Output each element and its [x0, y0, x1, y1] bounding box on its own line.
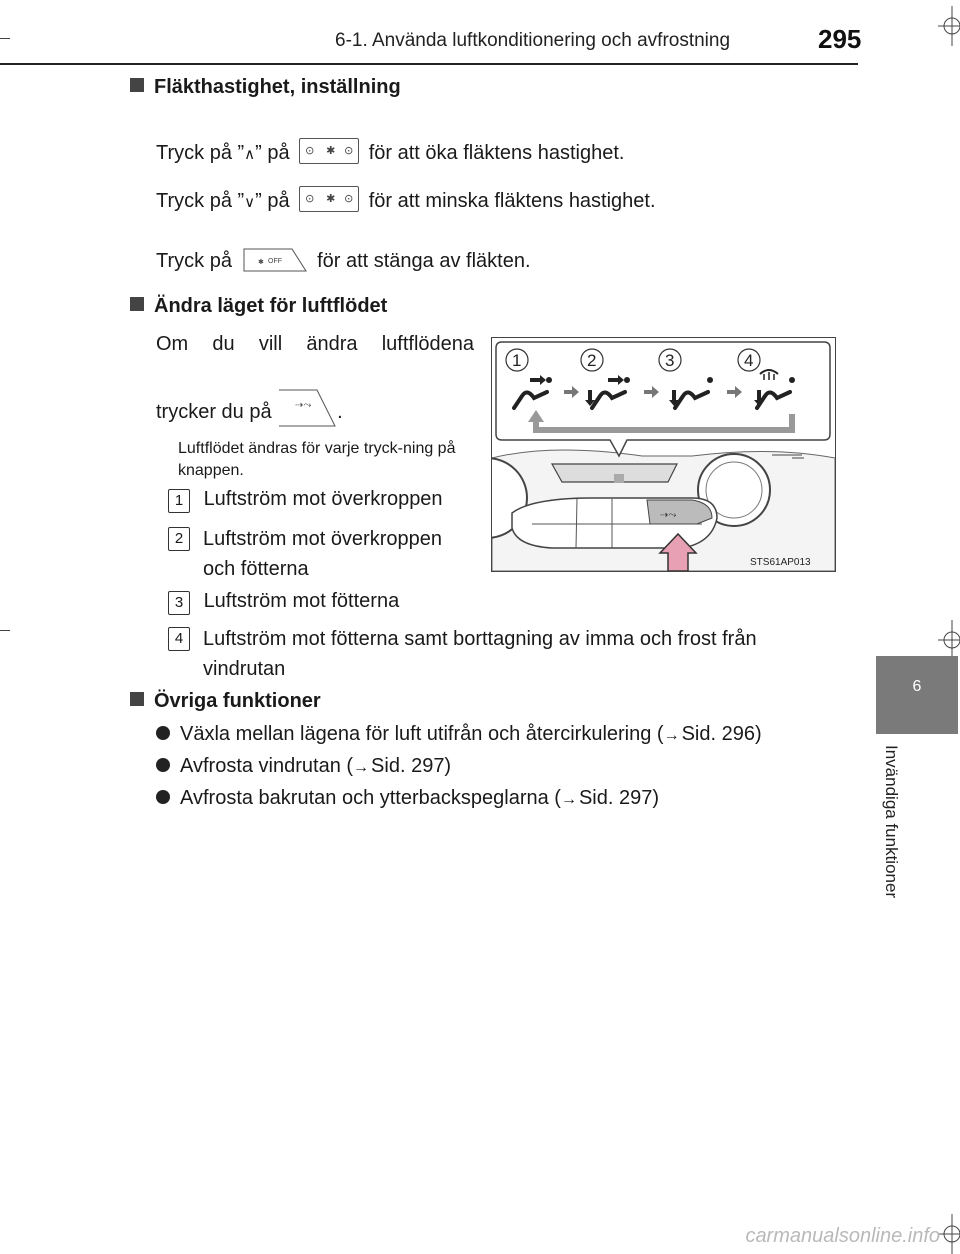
svg-text:STS61AP013: STS61AP013 [750, 557, 811, 568]
bullet-icon [156, 726, 170, 740]
svg-text:⇢⤳: ⇢⤳ [295, 400, 312, 411]
svg-text:2: 2 [587, 351, 597, 370]
airflow-intro-line2: trycker du på ⇢⤳ . [156, 386, 343, 430]
chapter-tab [876, 656, 958, 734]
page-ref-arrow-icon: → [560, 791, 577, 808]
airflow-note: Luftflödet ändras för varje tryck-ning på knappen. [178, 440, 456, 479]
page-ref[interactable]: Sid. 296) [681, 723, 762, 745]
watermark: carmanualsonline.info [745, 1225, 940, 1247]
header-rule [0, 63, 858, 65]
airflow-intro-line1: Om du vill ändra luftflödena [156, 333, 474, 355]
other-heading: Övriga funktioner [130, 690, 321, 713]
airflow-item-2: 2 Luftström mot överkroppen och fötterna [168, 524, 478, 554]
fan-button-icon: ⊙ ✱ ⊙ [299, 138, 359, 164]
page-number: 295 [818, 24, 862, 54]
airflow-mode-button-icon [277, 386, 337, 430]
svg-text:4: 4 [744, 351, 754, 370]
svg-text:OFF: OFF [267, 258, 282, 265]
climate-panel-illustration [492, 338, 835, 571]
other-bullet-1: Växla mellan lägena för luft utifrån och återcirkulering (→ Sid. 296) [156, 723, 762, 746]
svg-text:✱: ✱ [257, 259, 264, 266]
section-square-icon [130, 692, 144, 706]
page-ref[interactable]: Sid. 297) [578, 787, 660, 809]
fan-button-icon: ⊙ ✱ ⊙ [299, 186, 359, 212]
fan-decrease-line: Tryck på ”∨” på ⊙ ✱ ⊙ för att minska fläktens hastighet. [156, 186, 656, 213]
bullet-icon [156, 758, 170, 772]
chapter-number: 6 [912, 678, 922, 695]
other-bullet-2: Avfrosta vindrutan (→ Sid. 297) [156, 755, 451, 778]
chapter-title: Invändiga funktioner [882, 745, 901, 899]
bullet-icon [156, 790, 170, 804]
crop-mark [0, 38, 10, 39]
section-title: 6-1. Använda luftkonditionering och avfrostning [335, 30, 731, 51]
up-symbol: ∧ [244, 146, 256, 163]
airflow-item-3: 3 Luftström mot fötterna [168, 590, 399, 615]
airflow-figure [491, 337, 836, 572]
fan-off-button-icon [242, 247, 308, 273]
section-square-icon [130, 297, 144, 311]
other-bullet-3: Avfrosta bakrutan och ytterbackspeglarna (→ Sid. 297) [156, 787, 659, 810]
fan-heading: Fläkthastighet, inställning [130, 76, 401, 99]
section-square-icon [130, 78, 144, 92]
svg-text:3: 3 [665, 351, 675, 370]
svg-text:1: 1 [512, 351, 522, 370]
svg-text:⇢⤳: ⇢⤳ [660, 510, 677, 521]
down-symbol: ∨ [244, 194, 256, 211]
page-ref-arrow-icon: → [353, 759, 370, 776]
airflow-item-4: 4 Luftström mot fötterna samt borttagning av imma och frost från vindrutan [168, 624, 848, 654]
fan-off-line: Tryck på ✱ OFF för att stänga av fläkten. [156, 247, 531, 273]
fan-increase-line: Tryck på ”∧” på ⊙ ✱ ⊙ för att öka fläktens hastighet. [156, 138, 624, 165]
page-ref-arrow-icon: → [663, 727, 680, 744]
page-ref[interactable]: Sid. 297) [371, 755, 452, 777]
registration-mark-icon [938, 1214, 960, 1254]
crop-mark [0, 630, 10, 631]
airflow-item-1: 1 Luftström mot överkroppen [168, 488, 443, 513]
airflow-heading: Ändra läget för luftflödet [130, 295, 387, 318]
registration-mark-icon [938, 6, 960, 46]
registration-mark-icon [938, 620, 960, 660]
